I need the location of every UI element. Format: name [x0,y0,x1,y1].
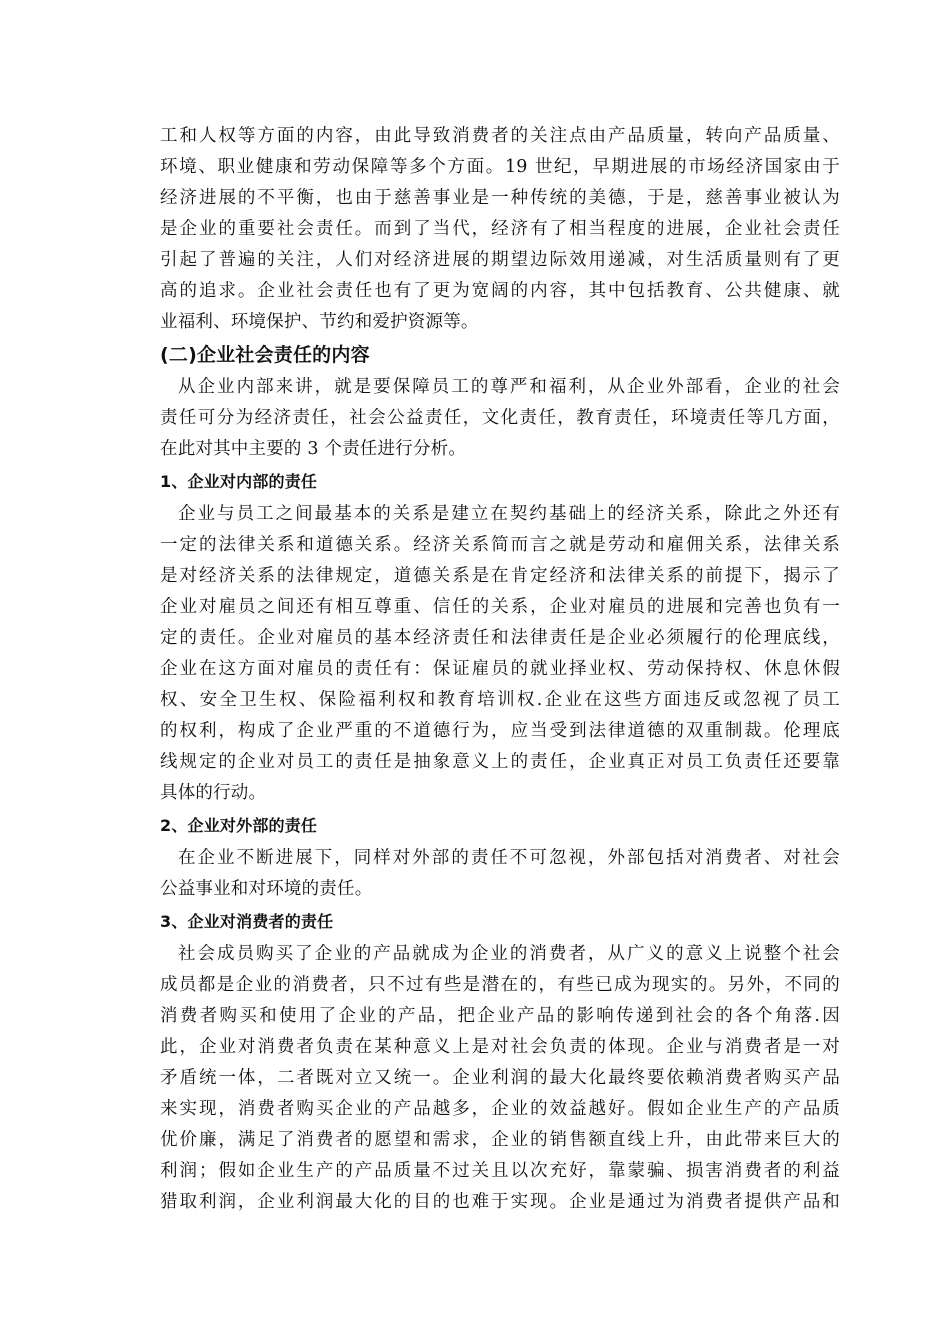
text-line: 利润；假如企业生产的产品质量不过关且以次充好，靠蒙骗、损害消费者的利益 [160,1161,840,1181]
document-page [160,121,840,1218]
external-paragraph [160,843,840,905]
text-line: 猎取利润，企业利润最大化的目的也难于实现。企业是通过为消费者提供产品和 [160,1192,840,1212]
text-line: 的权利，构成了企业严重的不道德行为，应当受到法律道德的双重制裁。伦理底 [160,721,840,741]
text-line: 责任可分为经济责任，社会公益责任，文化责任，教育责任，环境责任等几方面， [160,408,840,428]
subheading-internal: 1、企业对内部的责任 [160,472,318,491]
text-line: 具体的行动。 [160,783,267,803]
text-line: 在此对其中主要的 3 个责任进行分析。 [160,439,467,459]
text-line: 线规定的企业对员工的责任是抽象意义上的责任，企业真正对员工负责任还要靠 [160,752,840,772]
text-line: 权、安全卫生权、保险福利权和教育培训权.企业在这些方面违反或忽视了员工 [160,690,840,710]
text-line: 企业对雇员之间还有相互尊重、信任的关系，企业对雇员的进展和完善也负有一 [160,597,840,617]
subheading-external: 2、企业对外部的责任 [160,816,318,835]
section-heading-contents: (二)企业社会责任的内容 [160,344,370,366]
internal-paragraph [160,499,840,809]
text-line: 企业与员工之间最基本的关系是建立在契约基础上的经济关系，除此之外还有 [178,504,840,524]
contents-paragraph [160,372,840,465]
text-line: 社会成员购买了企业的产品就成为企业的消费者，从广义的意义上说整个社会 [178,944,840,964]
text-line: 经济进展的不平衡，也由于慈善事业是一种传统的美德，于是，慈善事业被认为 [160,188,840,208]
text-line: 一定的法律关系和道德关系。经济关系简而言之就是劳动和雇佣关系，法律关系 [160,535,840,555]
intro-paragraph [160,121,840,338]
text-line: 环境、职业健康和劳动保障等多个方面。19 世纪，早期进展的市场经济国家由于 [160,157,840,177]
text-line: 公益事业和对环境的责任。 [160,879,373,899]
subheading-consumer: 3、企业对消费者的责任 [160,912,334,931]
text-line: 矛盾统一体，二者既对立又统一。企业利润的最大化最终要依赖消费者购买产品 [160,1068,840,1088]
text-line: 企业在这方面对雇员的责任有：保证雇员的就业择业权、劳动保持权、休息休假 [160,659,840,679]
text-line: 来实现，消费者购买企业的产品越多，企业的效益越好。假如企业生产的产品质 [160,1099,840,1119]
text-line: 工和人权等方面的内容，由此导致消费者的关注点由产品质量，转向产品质量、 [160,126,840,146]
text-line: 成员都是企业的消费者，只不过有些是潜在的，有些已成为现实的。另外，不同的 [160,975,840,995]
text-line: 是对经济关系的法律规定，道德关系是在肯定经济和法律关系的前提下，揭示了 [160,566,840,586]
text-line: 消费者购买和使用了企业的产品，把企业产品的影响传递到社会的各个角落.因 [160,1006,840,1026]
text-line: 此，企业对消费者负责在某种意义上是对社会负责的体现。企业与消费者是一对 [160,1037,840,1057]
text-line: 在企业不断进展下，同样对外部的责任不可忽视，外部包括对消费者、对社会 [178,848,840,868]
text-line: 从企业内部来讲，就是要保障员工的尊严和福利，从企业外部看，企业的社会 [178,377,840,397]
text-line: 业福利、环境保护、节约和爱护资源等。 [160,312,479,332]
text-line: 高的追求。企业社会责任也有了更为宽阔的内容，其中包括教育、公共健康、就 [160,281,840,301]
text-line: 优价廉，满足了消费者的愿望和需求，企业的销售额直线上升，由此带来巨大的 [160,1130,840,1150]
text-line: 定的责任。企业对雇员的基本经济责任和法律责任是企业必须履行的伦理底线， [160,628,840,648]
consumer-paragraph [160,939,840,1218]
text-line: 引起了普遍的关注，人们对经济进展的期望边际效用递减，对生活质量则有了更 [160,250,840,270]
text-line: 是企业的重要社会责任。而到了当代，经济有了相当程度的进展，企业社会责任 [160,219,840,239]
